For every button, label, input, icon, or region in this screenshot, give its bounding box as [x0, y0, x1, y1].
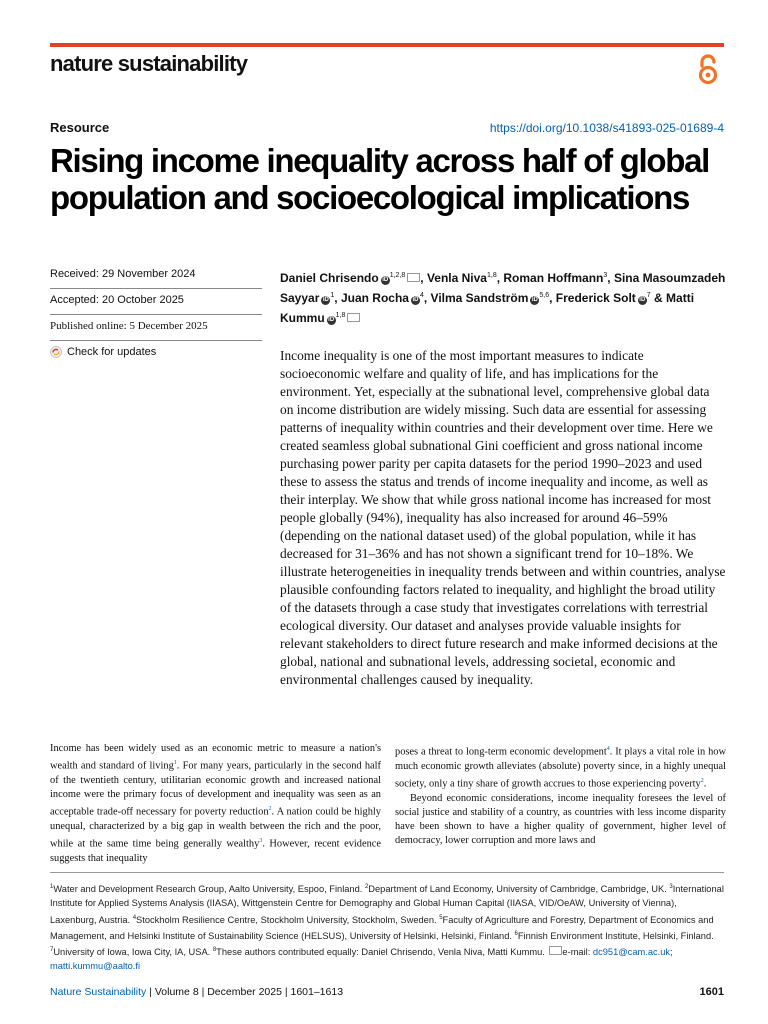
- email-icon[interactable]: [347, 313, 360, 322]
- footnote-text: Department of Land Economy, University of Cambridge, Cambridge, UK.: [368, 884, 670, 895]
- reference-marker[interactable]: 1: [173, 760, 177, 767]
- footnote-text: Water and Development Research Group, Aalto University, Espoo, Finland.: [53, 884, 365, 895]
- orcid-icon[interactable]: iD: [322, 297, 329, 303]
- received-date: Received: 29 November 2024: [50, 268, 196, 280]
- published-date: Published online: 5 December 2025: [50, 320, 208, 332]
- affiliation-marker: 6: [514, 930, 518, 937]
- divider: [50, 288, 262, 289]
- author-name: Juan Rocha: [340, 291, 409, 305]
- footer-journal: Nature Sustainability: [50, 986, 147, 998]
- affiliation-marker: 2: [364, 884, 369, 890]
- check-for-updates-button[interactable]: [50, 346, 156, 358]
- footnote-text: Finnish Environment Institute, Helsinki, Finland.: [517, 930, 714, 941]
- author-name: Sina Masoumzadeh Sayyar: [280, 271, 726, 305]
- text-segment: Income has been widely used as an economic metric to measure a nation's wealth and standard of living: [50, 743, 381, 772]
- affiliation-marker: 4: [132, 914, 137, 921]
- author[interactable]: [556, 291, 651, 305]
- footnote-text: These authors contributed equally: Daniel Chrisendo, Venla Niva, Matti Kummu.: [216, 947, 548, 958]
- affiliation-marker: 5: [439, 914, 443, 921]
- author-affiliation: 1,8: [335, 312, 346, 319]
- orcid-icon[interactable]: iD: [639, 297, 646, 303]
- reference-marker[interactable]: 2: [268, 806, 272, 813]
- text-segment: . A nation could be highly unequal, characterized by a big gap in wealth between the rich and the poor, while at the same time being generally wealthy: [50, 806, 381, 850]
- affiliations-footnote: [50, 880, 724, 974]
- author-name: Vilma Sandström: [430, 291, 529, 305]
- author-name: Roman Hoffmann: [503, 271, 604, 285]
- email-link[interactable]: dc951@cam.ac.uk: [592, 947, 671, 958]
- footnote-text: Stockholm Resilience Centre, Stockholm University, Stockholm, Sweden.: [136, 914, 440, 925]
- author-name: Daniel Chrisendo: [280, 271, 379, 285]
- orcid-icon[interactable]: iD: [531, 297, 538, 303]
- open-access-icon: [696, 54, 720, 86]
- header-accent-bar: [50, 43, 724, 47]
- check-updates-label: Check for updates: [67, 346, 157, 358]
- accepted-date: Accepted: 20 October 2025: [50, 294, 184, 306]
- orcid-icon[interactable]: iD: [382, 277, 389, 283]
- reference-marker[interactable]: 2: [700, 777, 704, 784]
- text-segment: .: [703, 778, 707, 790]
- journal-name: nature sustainability: [50, 51, 248, 76]
- author-affiliation: 5,6: [539, 292, 550, 299]
- author-name: Matti Kummu: [280, 291, 695, 325]
- footnote-text: University of Iowa, Iowa City, IA, USA.: [53, 947, 213, 958]
- article-title: Rising income inequality across half of global population and socioecological implications: [50, 142, 709, 216]
- divider: [50, 314, 262, 315]
- affiliation-marker: 7: [50, 947, 54, 954]
- footnote-divider: [50, 872, 724, 873]
- abstract-text: Income inequality is one of the most important measures to indicate socioeconomic welfare and quality of life, and has implications for the environment. Yet, especially at the subnational level, comprehensive global data on income distribution are widely missing. Such data are essential for assessing patterns of inequality within countries and their development over time. Here we created seamless global subnational Gini coefficient and gross national income purchasing power parity per capita datasets for the period 1990–2023 and used these to assess the status and trends of income inequality and income, as well as their interplay. We show that while gross national income has increased for most people globally (94%), inequality has also increased for around 46–59% (depending on the national dataset used) of the global population, while it has decreased for 31–36% and has not shown a significant trend for 10–18%. We illustrate heterogeneities in inequality trends between and within countries, analyse plausible confounding factors related to inequality, and highlight the broad utility of the datasets through a case study that investigates correlations with terrestrial ecological diversity. Our dataset and analyses provide valuable insights for relevant stakeholders to direct future research and make informed decisions at the global, national and subnational levels, addressing societal, economic and environmental challenges caused by inequality.: [280, 348, 726, 687]
- author-affiliation: 7: [646, 292, 651, 299]
- divider: [50, 340, 262, 341]
- author[interactable]: [341, 291, 424, 305]
- article-type-label: Resource: [50, 120, 110, 135]
- reference-marker[interactable]: 4: [606, 746, 610, 752]
- author-name: Frederick Solt: [555, 291, 636, 305]
- author[interactable]: [503, 271, 607, 285]
- affiliation-marker: 3: [669, 884, 673, 890]
- author-affiliation: 1,8: [486, 272, 497, 279]
- text-segment: poses a threat to long-term economic development: [395, 746, 607, 758]
- text-segment: . It plays a vital role in how much economic growth alleviates (absolute) poverty since, in a highly unequal society, only a tiny share of growth accrues to those experiencing poverty: [395, 746, 726, 790]
- text-segment: . However, recent evidence suggests that inequality: [50, 838, 382, 864]
- affiliation-marker: 8: [212, 947, 217, 954]
- body-column-left: [50, 742, 381, 866]
- text-segment: . For many years, particularly in the second half of the twentieth century, utilitarian economic growth and increased national income were the primary focus of development and inequality was seen as an acceptable trade-off necessary for poverty reduction: [50, 760, 381, 818]
- footnote-text: ;: [670, 947, 673, 958]
- author-affiliation: 1: [330, 292, 335, 299]
- check-updates-icon: [50, 346, 62, 358]
- reference-marker[interactable]: 3: [259, 838, 263, 845]
- body-paragraph: [395, 742, 726, 792]
- author[interactable]: [427, 271, 497, 285]
- email-icon[interactable]: [407, 273, 420, 282]
- body-paragraph: [50, 742, 381, 866]
- doi-link[interactable]: https://doi.org/10.1038/s41893-025-01689-4: [489, 121, 724, 135]
- affiliation-marker: 1: [50, 884, 54, 890]
- body-column-right: [395, 742, 726, 848]
- footer-volume-info: | Volume 8 | December 2025 | 1601–1613: [146, 986, 344, 998]
- author-affiliation: 4: [419, 292, 424, 299]
- email-link[interactable]: matti.kummu@aalto.fi: [50, 961, 141, 972]
- author[interactable]: [431, 291, 550, 305]
- footnote-text: Faculty of Agriculture and Forestry, Department of Economics and Management, and Helsinki Institute of Sustainability Science (HELSUS), University of Helsinki, Helsinki, Finland.: [50, 914, 714, 941]
- footnote-text: International Institute for Applied Systems Analysis (IIASA), Wittgenstein Centre for Demography and Global Human Capital (IIASA, VID/OeAW, University of Vienna), Laxenburg, Austria.: [50, 884, 724, 925]
- author-affiliation: 3: [603, 272, 608, 279]
- body-paragraph: Beyond economic considerations, income inequality foresees the level of social justice and stability of a country, as countries with less income disparity have been shown to have a higher quality of government, higher level of democracy, lower corruption and more laws and: [395, 792, 726, 847]
- author-list: Daniel Chrisendo iD$^{1,2,8}$ , Venla Niva$^{1,8}$, Roman Hoffmann$^3$, Sina Masoumzadeh Sayyar $iD^1$, Juan Rocha $iD^4$, Vilma Sandström iD$^{5,6}$, Frederick Solt $iD^7$ & Matti Kummu iD$^{1,8}$: [280, 271, 726, 325]
- envelope-icon: [549, 946, 562, 955]
- page-footer: [50, 986, 343, 998]
- author[interactable]: [280, 271, 420, 285]
- orcid-icon[interactable]: iD: [412, 297, 419, 303]
- orcid-icon[interactable]: iD: [328, 317, 335, 323]
- page-number: 1601: [699, 986, 724, 998]
- author-name: Venla Niva: [426, 271, 487, 285]
- author-affiliation: 1,2,8: [389, 272, 406, 279]
- footnote-text: e-mail:: [562, 947, 593, 958]
